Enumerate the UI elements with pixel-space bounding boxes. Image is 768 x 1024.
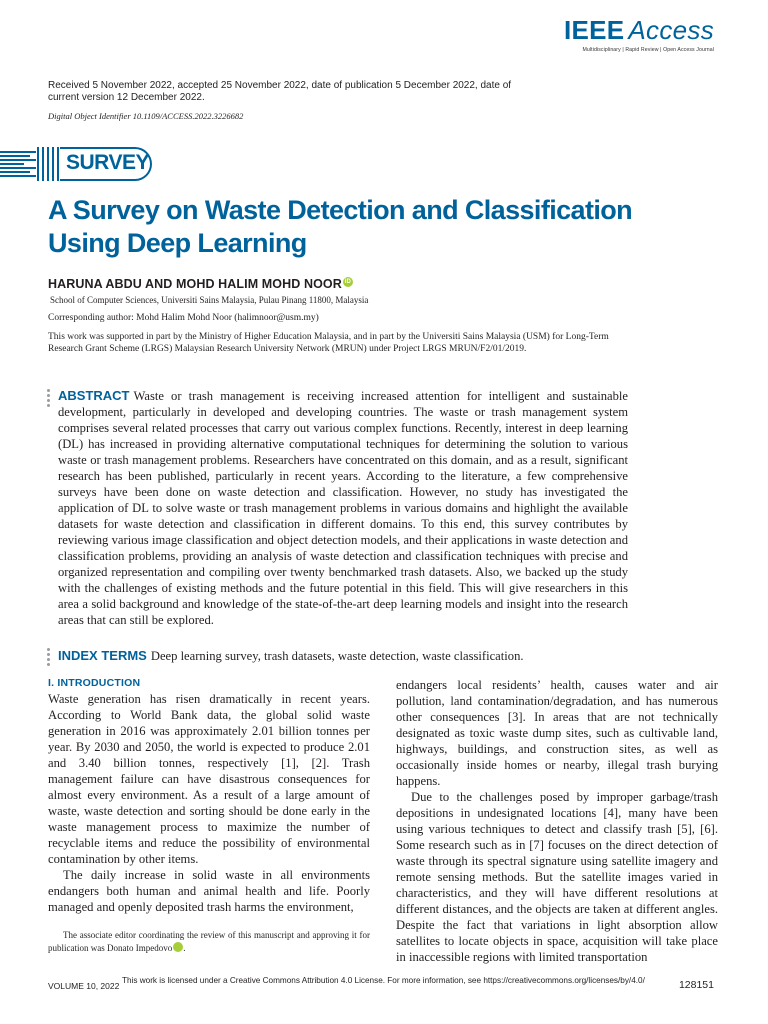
authors: HARUNA ABDU AND MOHD HALIM MOHD NOOR iD: [48, 277, 351, 291]
funding-statement: This work was supported in part by the Ministry of Higher Education Malaysia, and in part by the Universiti Sains Malaysia (USM) for Long-Term Research Grant Scheme (LRGS) Malaysian Research University Network (MRUN) under Project LRGS MRUN/F2/01/2019.: [48, 332, 609, 354]
doi: Digital Object Identifier 10.1109/ACCESS.2022.3226682: [48, 111, 244, 121]
abstract-label: ABSTRACT: [58, 388, 130, 403]
article-type-label: SURVEY: [66, 151, 149, 174]
affiliation: School of Computer Sciences, Universiti Sains Malaysia, Pulau Pinang 11800, Malaysia: [50, 295, 369, 305]
intro-paragraph-1: Waste generation has risen dramatically in recent years. According to World Bank data, the global solid waste generation in 2016 was approximately 2.01 billion tonnes per year. By 2030 and 2050, the world is expected to produce 2.01 and 3.40 billion tonnes, respectively [1], [2]. Trash management failure can have disastrous consequences for almost every environment. As a result of a large amount of waste, waste detection and sorting should be done early in the waste management process to maximize the number of recyclable items and reduce the possibility of environmental contamination by other items.: [48, 692, 370, 866]
orcid-icon[interactable]: iD: [344, 279, 351, 285]
body-column-right: [396, 677, 718, 965]
index-terms-dots-icon: [47, 648, 51, 668]
intro-paragraph-3: Due to the challenges posed by improper garbage/trash depositions in undesignated locations [4], many have been using various techniques to detect and classify trash [5], [6]. Some research such as in [7] focuses on the direct detection of waste through its spectral signature using satellite imagery and remote sensing methods. But the satellite images varied in characteristics, and they will have different resolutions at different distances, and the objects are taken at different angles. Despite the fact that variations in light absorption allow satellites to locate objects in space, acquisition will take place in inaccessible regions with limited transportation: [396, 790, 718, 964]
abstract-text: Waste or trash management is receiving increased attention for intelligent and sustainable development, particularly in developed and developing countries. The waste or trash management system comprises several related processes that carry out various complex functions. Recently, interest in deep learning (DL) has increased in providing alternative computational techniques for determining the solution to various waste or trash management problems. Researchers have concentrated on this domain, and as a result, significant research has been published, particularly in recent years. According to the literature, a few comprehensive surveys have been done on waste detection and classification. However, no study has investigated the application of DL to solve waste or trash management problems in various domains and highlight the available datasets for waste detection and classification in different domains. To this end, this survey contributes by reviewing various image classification and object detection models, and their applications in waste detection and classification problems, providing an analysis of waste detection and classification techniques with precise and organized representation and compiling over twenty benchmarked trash datasets. Also, we backed up the study with the challenges of existing methods and the future potential in this field. This will give researchers in this area a solid background and knowledge of the state-of-the-art deep learning models and insight into the research areas that can still be explored.: [58, 389, 628, 627]
journal-name: IEEE Access: [563, 15, 714, 45]
paper-title: A Survey on Waste Detection and Classification Using Deep Learning: [48, 195, 633, 258]
survey-ribs-graphic: [36, 147, 60, 181]
footer-license[interactable]: This work is licensed under a Creative Commons Attribution 4.0 License. For more information, see https://creativecommons.org/licenses/by/4.0/: [122, 976, 645, 985]
index-terms: [58, 648, 658, 664]
editor-footnote: The associate editor coordinating the review of this manuscript and approving it for publication was Donato Impedovo iD.: [48, 930, 370, 953]
page-number: 128151: [678, 979, 714, 991]
section-heading-introduction: I. INTRODUCTION: [48, 677, 141, 689]
intro-paragraph-2: The daily increase in solid waste in all environments endangers both human and animal health and life. Poorly managed and openly deposited trash harms the environment,: [48, 868, 370, 914]
index-terms-label: INDEX TERMS: [58, 648, 147, 663]
journal-tagline: Multidisciplinary | Rapid Review | Open Access Journal: [582, 47, 714, 53]
survey-stripes-graphic: [0, 149, 36, 179]
abstract-dots-icon: [47, 389, 51, 409]
body-column-left: [48, 676, 370, 915]
corresponding-author: Corresponding author: Mohd Halim Mohd Noor (halimnoor@usm.my): [48, 313, 319, 323]
index-terms-text: Deep learning survey, trash datasets, waste detection, waste classification.: [150, 649, 524, 663]
footer-volume: VOLUME 10, 2022: [48, 981, 120, 991]
orcid-icon[interactable]: iD: [173, 942, 183, 952]
abstract: [58, 388, 628, 628]
journal-logo: [514, 16, 714, 53]
received-dates: Received 5 November 2022, accepted 25 November 2022, date of publication 5 December 2022, date of current version 12 December 2022.: [48, 80, 512, 103]
intro-paragraph-2-continued: endangers local residents’ health, causes water and air pollution, land contamination/degradation, and has numerous other consequences [3]. In areas that are not technically designated as toxic waste dump sites, such as cultivable land, highways, buildings, and construction sites, as well as occasionally inside homes or nearby, illegal trash burying happens.: [396, 678, 718, 788]
